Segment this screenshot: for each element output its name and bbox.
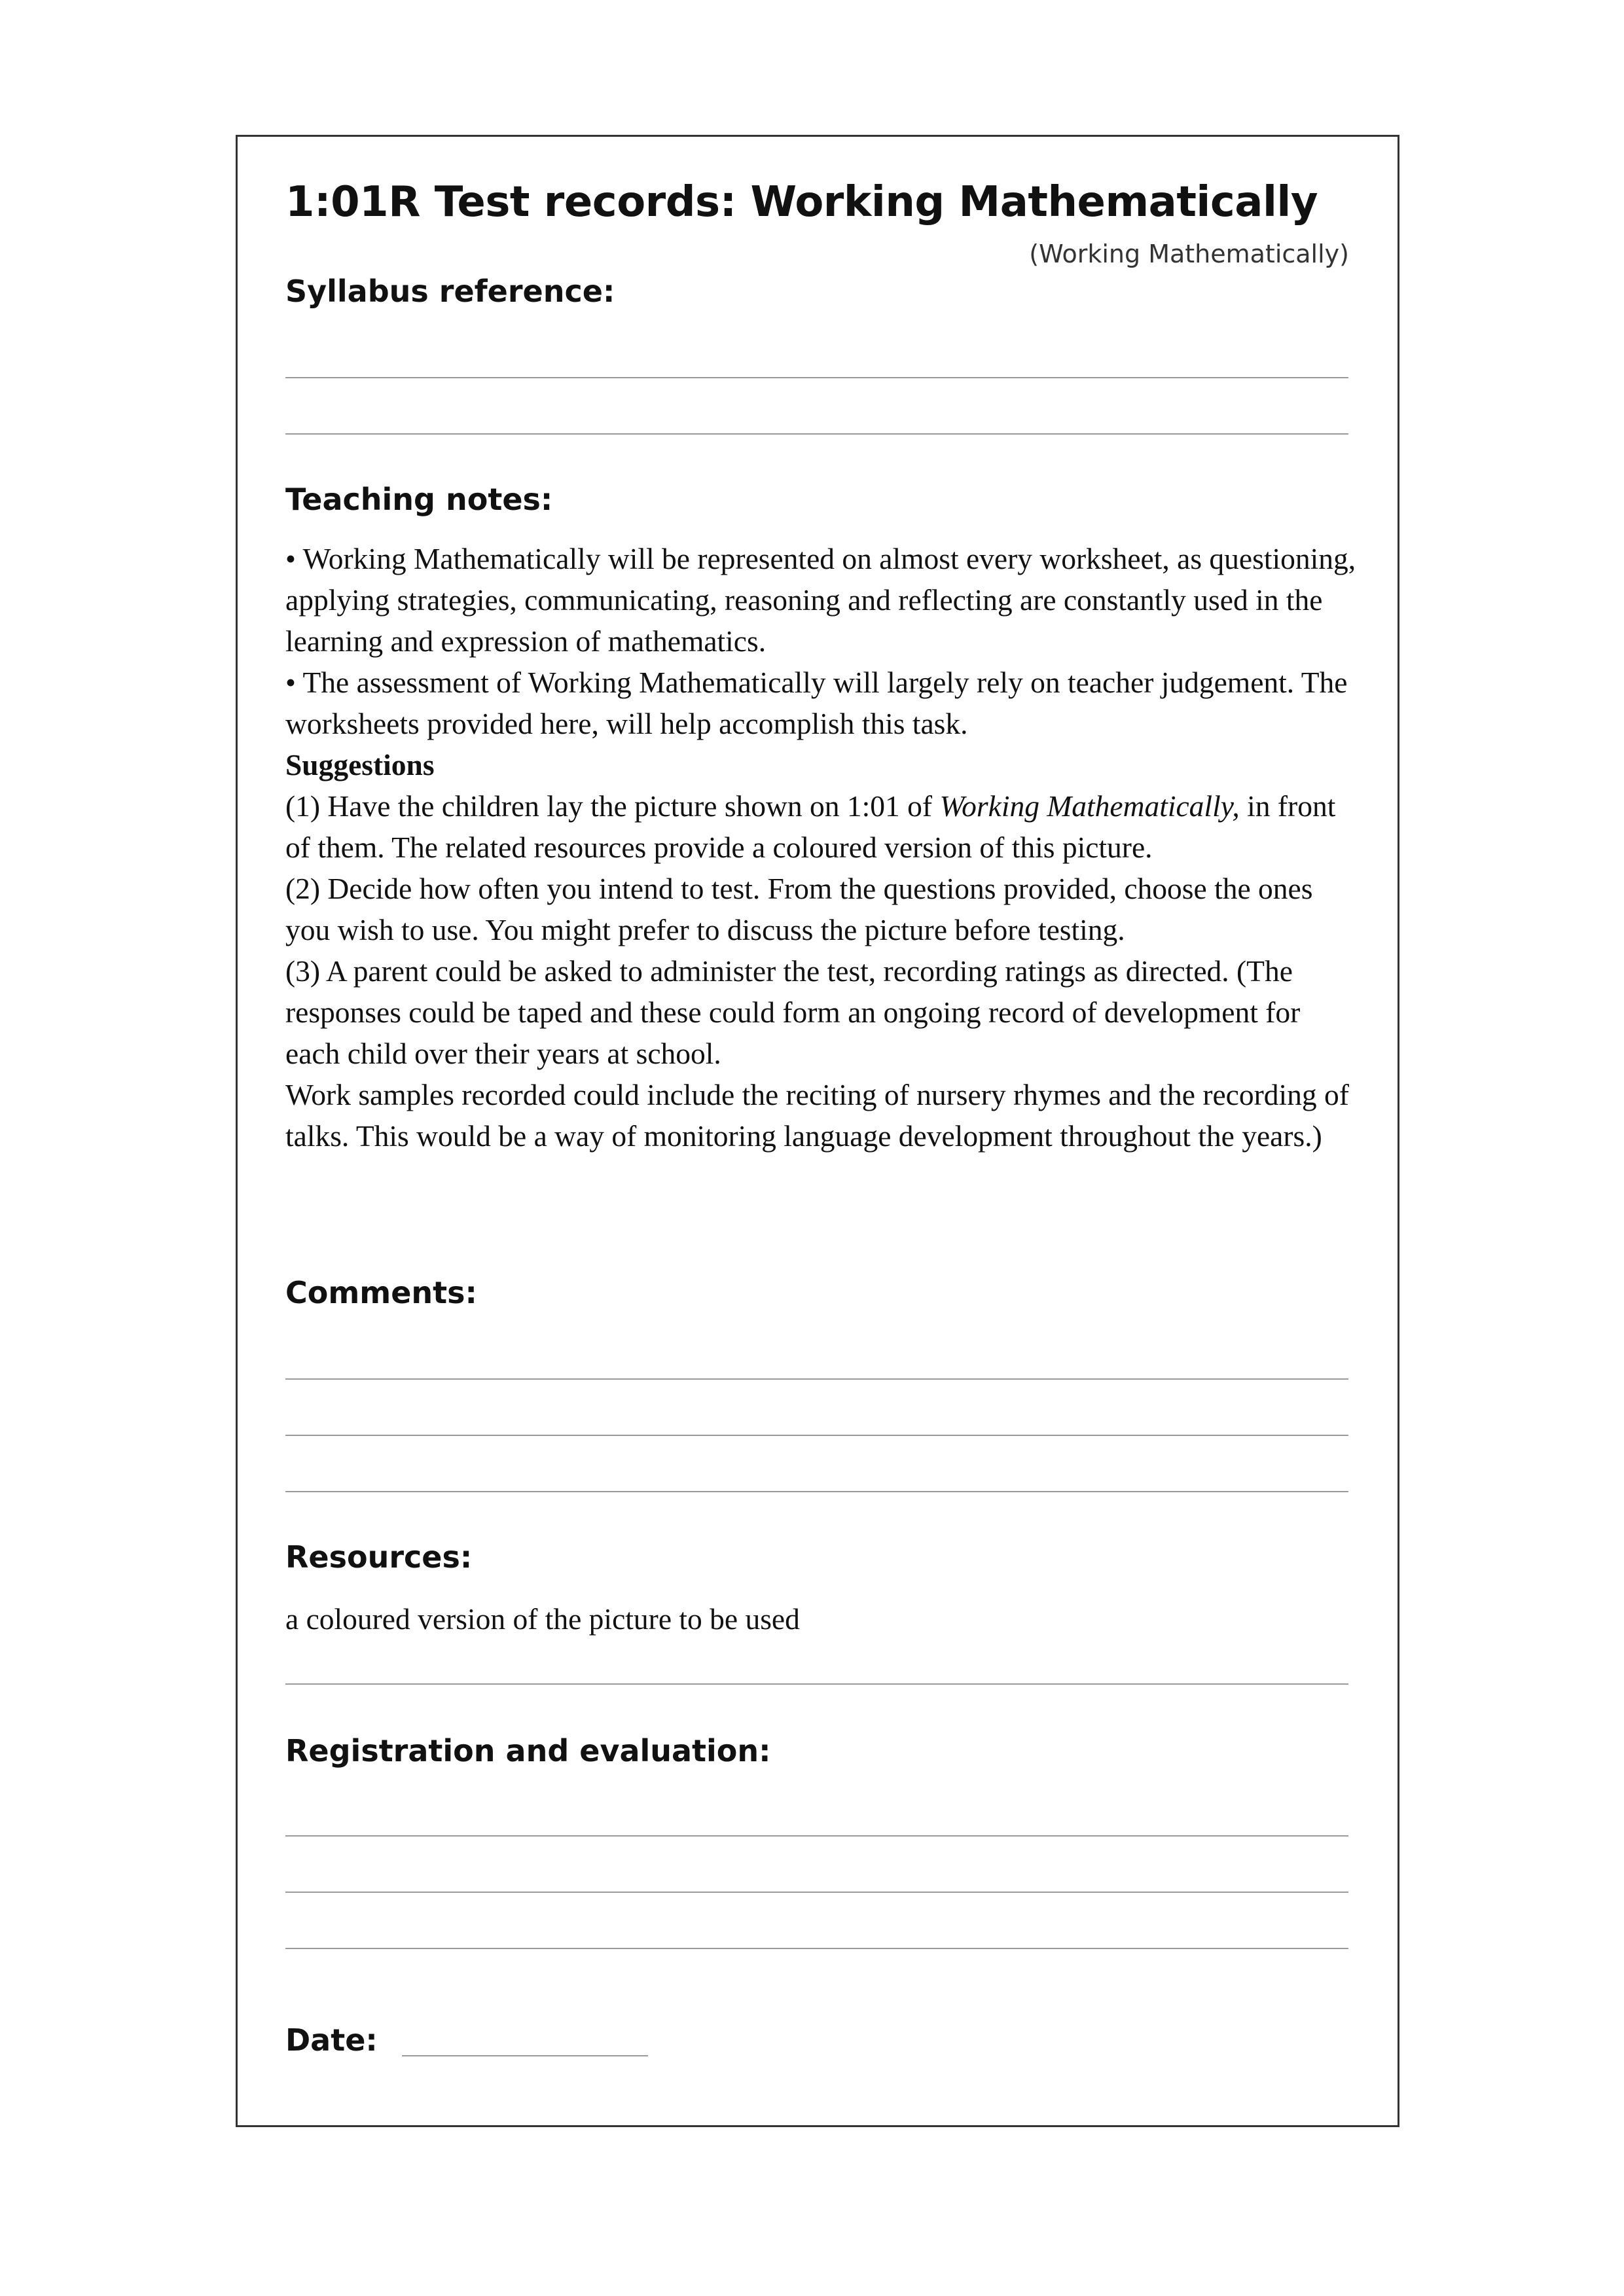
comments-line-1[interactable]: [285, 1378, 1348, 1380]
resources-text: a coloured version of the picture to be used: [285, 1602, 800, 1636]
comments-line-3[interactable]: [285, 1491, 1348, 1492]
comments-line-2[interactable]: [285, 1435, 1348, 1436]
resources-heading: Resources:: [285, 1539, 473, 1575]
teaching-note-bullet-1: • Working Mathematically will be represented on almost every worksheet, as questioning, applying strategies, communicating, reasoning and reflecting are constantly used in the learning and expression of mathematics.: [285, 542, 1356, 658]
teaching-note-bullet-2: • The assessment of Working Mathematically will largely rely on teacher judgement. The worksheets provided here, will help accomplish this task.: [285, 666, 1348, 740]
syllabus-line-2[interactable]: [285, 433, 1348, 435]
suggestion-2: (2) Decide how often you intend to test. From the questions provided, choose the ones you wish to use. You might prefer to discuss the picture before testing.: [285, 872, 1313, 946]
syllabus-reference-heading: Syllabus reference:: [285, 274, 615, 309]
suggestion-3: (3) A parent could be asked to administer the test, recording ratings as directed. (The responses could be taped and these could form an ongoing record of development for each child over their years at school.: [285, 954, 1301, 1070]
syllabus-line-1[interactable]: [285, 377, 1348, 378]
registration-evaluation-heading: Registration and evaluation:: [285, 1733, 771, 1768]
date-input-line[interactable]: [402, 2055, 648, 2056]
comments-heading: Comments:: [285, 1275, 477, 1310]
suggestion-1: (1) Have the children lay the picture shown on 1:01 of Working Mathematically, in front of them. The related resources provide a coloured version of this picture.: [285, 789, 1336, 864]
page-subtitle: (Working Mathematically): [1029, 240, 1349, 268]
date-label: Date:: [285, 2022, 378, 2058]
teaching-notes-body: [285, 538, 1359, 1157]
suggestions-heading: Suggestions: [285, 748, 435, 781]
page-title: 1:01R Test records: Working Mathematically: [285, 178, 1318, 226]
registration-line-2[interactable]: [285, 1892, 1348, 1893]
suggestion-4: Work samples recorded could include the reciting of nursery rhymes and the recording of talks. This would be a way of monitoring language development throughout the years.): [285, 1078, 1349, 1153]
registration-line-3[interactable]: [285, 1948, 1348, 1949]
book-title-reference: Working Mathematically,: [939, 789, 1240, 823]
resources-line[interactable]: [285, 1683, 1348, 1685]
registration-line-1[interactable]: [285, 1835, 1348, 1837]
teaching-notes-heading: Teaching notes:: [285, 482, 553, 517]
